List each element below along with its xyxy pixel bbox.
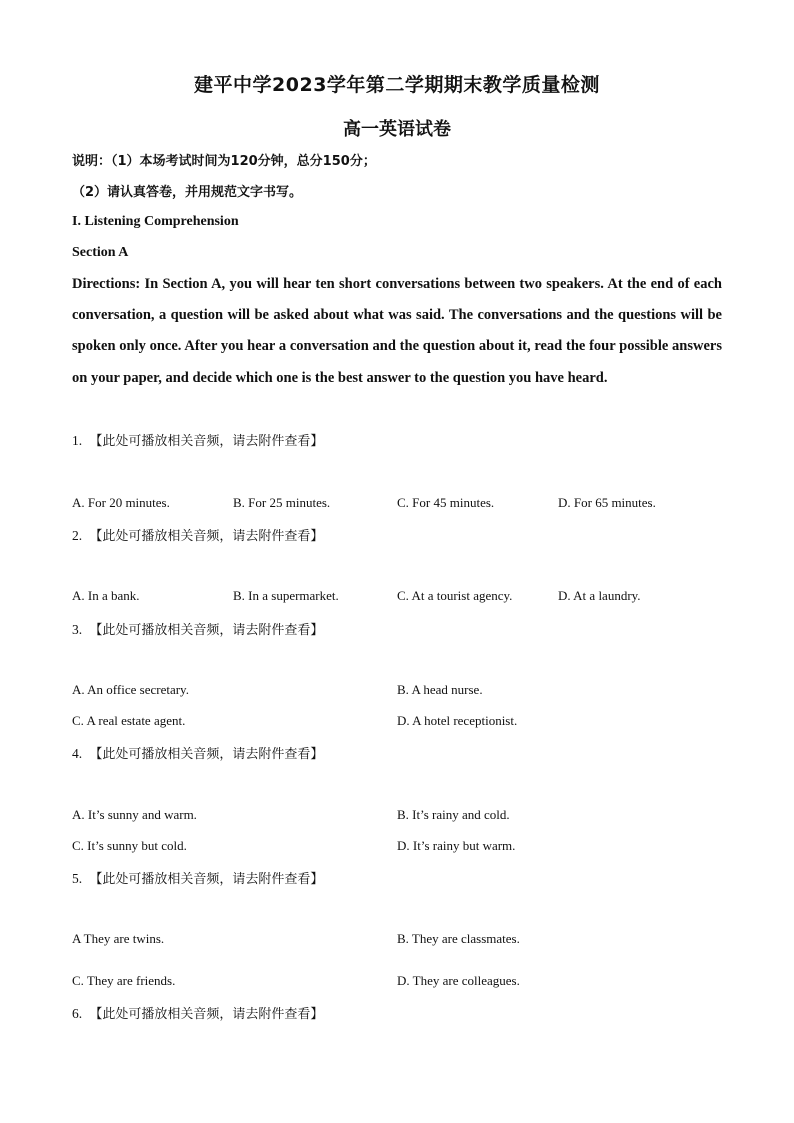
- audio-placeholder: 【此处可播放相关音频，请去附件查看】: [89, 871, 324, 886]
- question-2: [72, 525, 323, 544]
- question-number: 2.: [72, 528, 83, 543]
- q4-option-a: A. It’s sunny and warm.: [72, 807, 197, 822]
- q3-option-c: C. A real estate agent.: [72, 713, 186, 728]
- note-line-1: 说明：（1）本场考试时间为120分钟，总分150分；: [72, 154, 376, 169]
- q2-option-c: C. At a tourist agency.: [397, 588, 513, 603]
- question-3: [72, 619, 323, 638]
- question-1: [72, 430, 323, 449]
- question-number: 4.: [72, 746, 83, 761]
- q1-option-d: D. For 65 minutes.: [558, 495, 656, 510]
- question-number: 6.: [72, 1006, 83, 1021]
- q2-option-b: B. In a supermarket.: [233, 588, 339, 603]
- question-number: 1.: [72, 433, 83, 448]
- question-6: [72, 1003, 323, 1022]
- part-heading: I. Listening Comprehension: [72, 214, 239, 229]
- question-4: [72, 743, 323, 762]
- q3-option-d: D. A hotel receptionist.: [397, 713, 518, 728]
- q2-option-a: A. In a bank.: [72, 588, 140, 603]
- q2-option-d: D. At a laundry.: [558, 588, 641, 603]
- question-number: 5.: [72, 871, 83, 886]
- q4-option-c: C. It’s sunny but cold.: [72, 838, 187, 853]
- section-heading: Section A: [72, 245, 129, 260]
- audio-placeholder: 【此处可播放相关音频，请去附件查看】: [89, 1006, 324, 1021]
- q1-option-a: A. For 20 minutes.: [72, 495, 170, 510]
- q4-option-d: D. It’s rainy but warm.: [397, 838, 516, 853]
- audio-placeholder: 【此处可播放相关音频，请去附件查看】: [89, 622, 324, 637]
- q5-option-d: D. They are colleagues.: [397, 973, 520, 988]
- exam-subtitle: 高一英语试卷: [343, 119, 451, 140]
- q1-option-b: B. For 25 minutes.: [233, 495, 331, 510]
- audio-placeholder: 【此处可播放相关音频，请去附件查看】: [89, 528, 324, 543]
- note-line-2: （2）请认真答卷，并用规范文字书写。: [72, 185, 303, 200]
- q4-option-b: B. It’s rainy and cold.: [397, 807, 510, 822]
- directions-paragraph: Directions: In Section A, you will hear ten short conversations between two speakers. At the end of each conversation, a question will be asked about what was said. The conversations and the questions will be spoken only once. After you hear a conversation and the question about it, read the four possible answers on your paper, and decide which one is the best answer to the question you have heard.: [72, 276, 722, 386]
- q1-option-c: C. For 45 minutes.: [397, 495, 495, 510]
- q5-option-b: B. They are classmates.: [397, 931, 520, 946]
- q5-option-c: C. They are friends.: [72, 973, 176, 988]
- audio-placeholder: 【此处可播放相关音频，请去附件查看】: [89, 433, 324, 448]
- question-5: [72, 868, 323, 887]
- exam-title: 建平中学2023学年第二学期期末教学质量检测: [194, 74, 600, 96]
- q5-option-a: A They are twins.: [72, 931, 165, 946]
- q3-option-a: A. An office secretary.: [72, 682, 189, 697]
- audio-placeholder: 【此处可播放相关音频，请去附件查看】: [89, 746, 324, 761]
- q3-option-b: B. A head nurse.: [397, 682, 483, 697]
- question-number: 3.: [72, 622, 83, 637]
